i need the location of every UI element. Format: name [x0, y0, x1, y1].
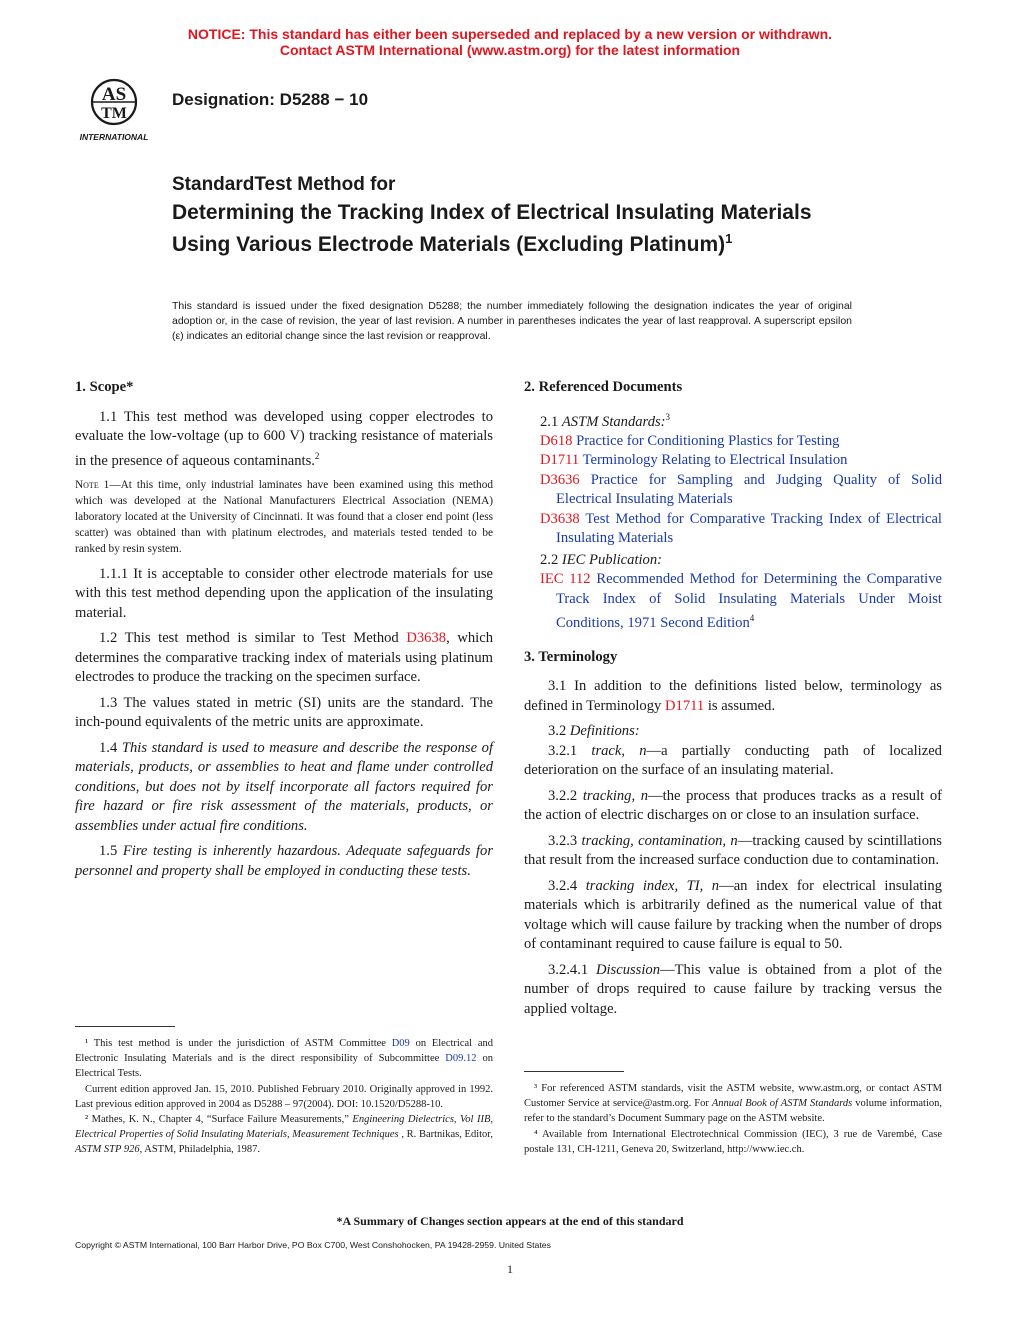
section-heading-scope: 1. Scope* — [75, 379, 134, 395]
footnote-2-text-a: ² Mathes, K. N., Chapter 4, “Surface Failure Measurements,” — [85, 1114, 353, 1126]
definition-text: —tracking caused by scintillations that result from the increased surface conduction due to contamination. — [524, 832, 942, 869]
footnote-2-text-c: , ASTM, Philadelphia, 1987. — [139, 1144, 261, 1156]
paragraph-1-5 — [75, 842, 493, 881]
definition-tracking — [524, 787, 942, 826]
paragraph-1-2 — [75, 629, 493, 688]
link-d09[interactable]: D09 — [391, 1038, 410, 1049]
definition-term: tracking, n — [582, 787, 649, 804]
svg-text:TM: TM — [101, 105, 127, 122]
paragraph-3-1-text-a: 3.1 In addition to the definitions listed below, terminology as defined in Terminology — [524, 678, 942, 714]
footnote-1-text-a: ¹ This test method is under the jurisdiction of ASTM Committee — [85, 1038, 392, 1049]
definition-number: 3.2.4 — [548, 877, 586, 894]
title-kicker: StandardTest Method for — [172, 174, 396, 195]
reference-code[interactable]: D3638 — [540, 510, 580, 527]
paragraph-1-5-number: 1.5 — [99, 843, 123, 860]
document-title — [172, 200, 852, 258]
definition-term: track, n — [591, 742, 647, 759]
paragraph-1-3: 1.3 The values stated in metric (SI) units are the standard. The inch-pound equivalents of the metric units are approximate. — [75, 694, 493, 731]
reference-title[interactable]: Practice for Conditioning Plastics for Testing — [572, 432, 840, 449]
footnote-1-text-c: on Electrical Tests. — [75, 1053, 494, 1080]
definition-text: —the process that produces tracks as a result of the action of electric discharges on or close to an insulation surface. — [524, 787, 942, 824]
footnote-2 — [75, 1112, 493, 1158]
paragraph-2-1-text: ASTM Standards: — [561, 413, 666, 430]
note-1 — [75, 477, 493, 557]
link-d3638[interactable]: D3638 — [406, 630, 447, 647]
astm-logo-mark — [74, 72, 166, 144]
copyright-line: Copyright © ASTM International, 100 Barr Harbor Drive, PO Box C700, West Conshohocken, PA 19428-2959. United States — [75, 1240, 551, 1250]
definition-text: —a partially conducting path of localized deterioration on the surface of an insulating material. — [524, 742, 942, 779]
reference-d3636[interactable] — [524, 471, 942, 510]
note-text: —At this time, only industrial laminates have been examined using this method which was developed at the National Manufacturers Electrical Association (NEMA) laboratory located at the University of Cincinnati. It was found that a closer end point (less scatter) was obtained than with platinum electrodes, and materials tested tended to be ranked by resin system. — [75, 478, 493, 555]
definition-track — [524, 742, 942, 781]
definition-tracking-contamination — [524, 832, 942, 871]
note-label: Note 1 — [75, 478, 110, 491]
designation: Designation: D5288 − 10 — [172, 90, 369, 109]
paragraph-1-2-text-a: 1.2 This test method is similar to Test Method — [99, 630, 407, 647]
reference-title[interactable]: Terminology Relating to Electrical Insulation — [579, 452, 848, 469]
footnote-1-edition: Current edition approved Jan. 15, 2010. Published February 2010. Originally approved in 1992. Last previous edition approved in 2004 as D5288 – 97(2004). DOI: 10.1520/D5288-10. — [75, 1083, 493, 1110]
reference-d3638[interactable] — [524, 510, 942, 549]
right-column — [524, 378, 942, 1025]
page-number: 1 — [507, 1262, 513, 1276]
definition-term: tracking index, TI, n — [585, 877, 720, 894]
section-heading-terminology: 3. Terminology — [524, 648, 618, 665]
definition-tracking-index — [524, 877, 942, 955]
footnote-1-text-b: on Electrical and Electronic Insulating Materials and is the direct responsibility of Subcommittee — [75, 1038, 493, 1065]
footnote-rule-left — [75, 1026, 175, 1027]
svg-text:AS: AS — [101, 84, 127, 105]
reference-code[interactable]: D618 — [540, 432, 573, 449]
reference-d1711[interactable] — [524, 451, 942, 471]
paragraph-3-1-text-b: is assumed. — [704, 697, 776, 714]
reference-title[interactable]: Practice for Sampling and Judging Quality of Solid Electrical Insulating Materials — [556, 471, 942, 508]
definition-number: 3.2.2 — [548, 787, 583, 804]
svg-text:INTERNATIONAL: INTERNATIONAL — [79, 132, 149, 142]
withdrawal-notice — [0, 26, 1020, 58]
reference-code[interactable]: D1711 — [540, 452, 580, 469]
definition-number: 3.2.4.1 — [548, 961, 596, 978]
reference-code[interactable]: IEC 112 — [540, 571, 591, 588]
definition-term: tracking, contamination, n — [581, 832, 738, 849]
paragraph-1-2-text-b: , which determines the comparative tracking index of materials using platinum electrodes to produce the tracking on the specimen surface. — [75, 630, 493, 686]
reference-title[interactable]: Test Method for Comparative Tracking Index of Electrical Insulating Materials — [556, 510, 942, 547]
definition-number: 3.2.1 — [548, 742, 592, 759]
reference-iec-112[interactable] — [524, 570, 942, 633]
reference-code[interactable]: D3636 — [540, 471, 580, 488]
link-d09-12[interactable]: D09.12 — [445, 1053, 477, 1065]
paragraph-1-1-text: 1.1 This test method was developed using copper electrodes to evaluate the low-voltage (up to 600 V) tracking resistance of materials in the presence of aqueous contaminants. — [75, 408, 493, 469]
paragraph-2-1-number: 2.1 — [540, 413, 562, 430]
paragraph-1-1-1: 1.1.1 It is acceptable to consider other electrode materials for use with this test method depending upon the application of the insulating material. — [75, 565, 493, 621]
title-text: Determining the Tracking Index of Electrical Insulating Materials Using Various Electrode Materials (Excluding Platinum) — [172, 201, 812, 256]
footnote-4: ⁴ Available from International Electrotechnical Commission (IEC), 3 rue de Varembé, Case postale 131, CH-1211, Geneva 20, Switzerland, http://www.iec.ch. — [524, 1128, 942, 1155]
reference-d618[interactable] — [524, 432, 942, 452]
title-footnote-mark: 1 — [725, 231, 733, 246]
reference-title[interactable]: Recommended Method for Determining the Comparative Track Index of Solid Insulating Materials Under Moist Conditions, 1971 Second Edition — [556, 571, 942, 632]
footnote-1 — [75, 1036, 493, 1082]
paragraph-1-4 — [75, 739, 493, 837]
footnote-3-text-b: volume information, refer to the standard’s Document Summary page on the ASTM website. — [524, 1098, 942, 1125]
paragraph-3-2-number: 3.2 — [548, 723, 570, 740]
footnote-rule-right — [524, 1071, 624, 1072]
paragraph-2-1 — [524, 408, 942, 432]
issuance-statement: This standard is issued under the fixed designation D5288; the number immediately following the designation indicates the year of original adoption or, in the case of revision, the year of last revision. A number in parentheses indicates the year of last reapproval. A superscript epsilon (ε) indicates an editorial change since the last revision or reapproval. — [172, 300, 852, 342]
notice-line-2: Contact ASTM International (www.astm.org) for the latest information — [279, 42, 741, 58]
paragraph-3-2 — [524, 722, 942, 742]
paragraph-1-5-text: Fire testing is inherently hazardous. Adequate safeguards for personnel and property shall be employed in conducting these tests. — [75, 843, 494, 879]
left-footnotes — [75, 1036, 493, 1158]
left-column — [75, 378, 493, 887]
summary-of-changes-note: *A Summary of Changes section appears at the end of this standard — [336, 1214, 684, 1228]
right-footnotes — [524, 1081, 942, 1157]
paragraph-2-2-number: 2.2 — [540, 551, 562, 568]
astm-logo — [74, 72, 166, 144]
paragraph-2-2 — [524, 551, 942, 571]
discussion-text: —This value is obtained from a plot of the number of drops required to cause failure by tracking versus the applied voltage. — [524, 961, 943, 1017]
paragraph-1-4-text: This standard is used to measure and describe the response of materials, products, or assemblies to heat and flame under controlled conditions, but does not by itself incorporate all factors required for fire hazard or fire risk assessment of the materials, products, or assemblies under actual fire conditions. — [75, 739, 493, 834]
definition-number: 3.2.3 — [548, 832, 582, 849]
paragraph-3-2-text: Definitions: — [569, 723, 640, 740]
paragraph-2-2-text: IEC Publication: — [561, 551, 663, 568]
paragraph-1-4-number: 1.4 — [99, 739, 122, 756]
section-heading-referenced-documents: 2. Referenced Documents — [524, 379, 683, 395]
footnote-2-italic-b: ASTM STP 926 — [75, 1144, 140, 1156]
footnote-2-italic-a: Engineering Dielectrics, Vol IIB, Electrical Properties of Solid Insulating Materials, Measurement Techniques — [75, 1114, 493, 1141]
footnote-3-italic: Annual Book of ASTM Standards — [711, 1098, 853, 1110]
footnote-ref-2: 2 — [314, 450, 320, 461]
footnote-ref-4: 4 — [749, 613, 755, 624]
link-d1711[interactable]: D1711 — [664, 697, 705, 714]
paragraph-1-1 — [75, 408, 493, 471]
notice-line-1: NOTICE: This standard has either been superseded and replaced by a new version or withdrawn. — [187, 26, 833, 42]
footnote-2-text-b: , R. Bartnikas, Editor, — [398, 1129, 493, 1141]
discussion-term: Discussion — [595, 961, 660, 978]
definition-text: —an index for electrical insulating materials which is arbitrarily defined as the numerical value of that voltage which will cause failure by tracking when the number of drops of contaminant required to cause failure is equal to 50. — [524, 877, 942, 953]
footnote-ref-3: 3 — [665, 411, 671, 422]
discussion-3-2-4-1 — [524, 961, 942, 1020]
footnote-3 — [524, 1081, 942, 1127]
paragraph-3-1 — [524, 677, 942, 716]
footnote-3-text-a: ³ For referenced ASTM standards, visit the ASTM website, www.astm.org, or contact ASTM Customer Service at service@astm.org. For — [524, 1083, 942, 1110]
